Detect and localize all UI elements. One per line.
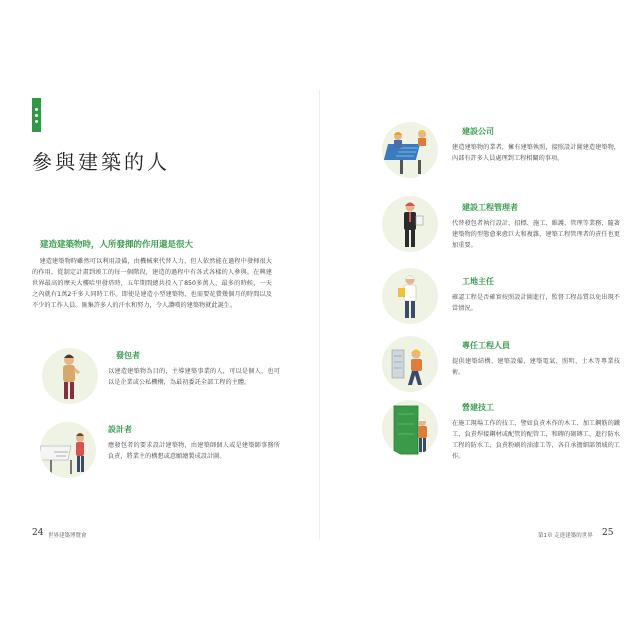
page-number-left: 24: [32, 528, 44, 538]
role-title-site-director: 工地主任: [462, 277, 494, 286]
role-title-engineer: 專任工程人員: [462, 341, 510, 350]
role-desc-designer: 應發包者的要求設計建築物，由建築師個人或是建築師事務所負責，將業主的構想或意願繪製成設計圖。: [108, 442, 280, 460]
role-title-construction-manager: 建設工程管理者: [462, 203, 518, 212]
role-desc-client: 以建造建築物為目的，主導建築事業的人，可以是個人，也可以是企業或公私機構，為最初委託全部工程的主體。: [108, 368, 280, 386]
role-title-construction-company: 建設公司: [462, 127, 494, 136]
right-page: [320, 0, 640, 640]
section-subheading: 建造建築物時，人所發揮的作用還是很大: [40, 240, 194, 250]
designer-desk-icon: [40, 422, 96, 478]
site-director-icon: [382, 268, 438, 324]
role-title-designer: 設計者: [108, 425, 132, 434]
construction-company-icon: [382, 122, 438, 178]
role-desc-technician: 在施工現場工作的技工，譬如負責木作的木工、加工鋼筋的鐵工、負責焊接鋼材或配管的配管工、和磚的砌磚工、進行防水工程的防水工、負責粉刷的油漆工等，各自承擔細部領域的工作。: [452, 420, 620, 460]
client-figure-icon: [42, 348, 98, 404]
footer-right: 第1章 走進建築的世界: [538, 533, 593, 539]
role-desc-engineer: 提供建築結構、建築設備、建築電氣、照明、土木等專業技術。: [452, 358, 620, 376]
role-title-client: 發包者: [116, 351, 140, 360]
role-desc-site-director: 確認工程是否確實按照設計圖進行，監督工程品質以免出現不當情況。: [452, 294, 620, 312]
technician-icon: [382, 400, 438, 456]
page-title: 參與建築的人: [32, 150, 170, 174]
page-number-right: 25: [602, 528, 614, 538]
role-title-technician: 營建技工: [462, 403, 494, 412]
role-desc-construction-company: 建造建築物的業者，擁有建築執照，接照設計圖建造建築物，內部有許多人員處理到工程相關的事項。: [452, 144, 620, 162]
chapter-tab: [32, 98, 41, 132]
manager-icon: [382, 196, 438, 252]
engineer-icon: [382, 336, 438, 392]
role-desc-construction-manager: 代替發包者執行設計、招標、施工、維護、管理等業務，隨著建築物的型態愈來愈巨大和複雜，建築工程管理者的責任也更加重要。: [452, 220, 620, 249]
intro-paragraph: 建造建築物時雖然可以利用設備，由機械來代替人力，但人依然能在過程中發揮很大的作用，從制定計畫到竣工的每一個階段，建造的過程中有各式各樣的人參與。在興建世界最高的摩天大樓哈里發塔時，五年期間總共投入了850多萬人，最多的時候，一天之內就有1萬2千多人同時工作。即使是建造小型建築物，也需要花費幾個月的時間以及不少的工作人員。匯集許多人的汗水和努力，令人讚嘆的建築物就此誕生。: [32, 258, 272, 309]
footer-left: 世界建築博覽會: [48, 533, 87, 539]
